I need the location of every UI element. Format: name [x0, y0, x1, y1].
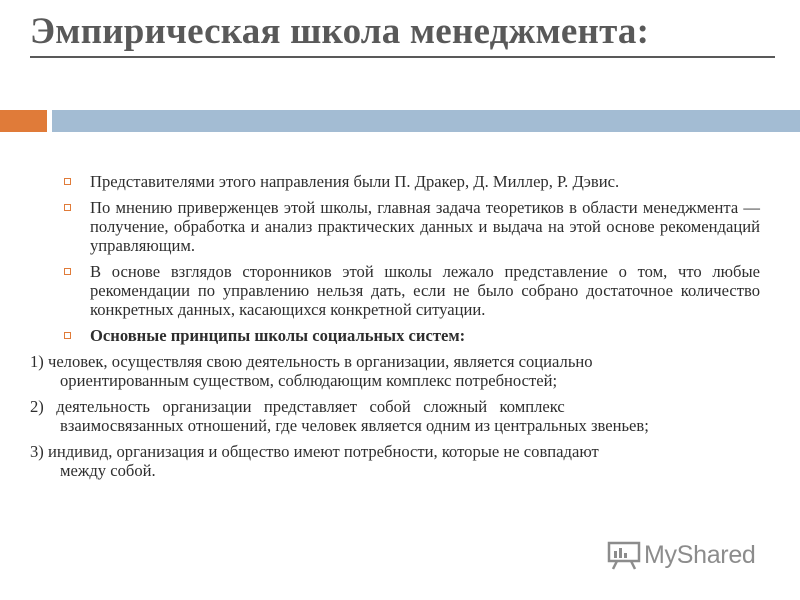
title-underline: [30, 56, 775, 58]
watermark-text: MyShared: [644, 540, 756, 569]
myshared-watermark: [607, 540, 756, 570]
numbered-item-continuation: между собой.: [60, 461, 156, 480]
slide-content: [30, 172, 760, 487]
numbered-item-first-line: 2) деятельность организации представляет собой сложный комплекс: [30, 397, 565, 416]
accent-band-orange: [0, 110, 47, 132]
bullet-item: [60, 172, 760, 191]
numbered-item-first-line: 3) индивид, организация и общество имеют потребности, которые не совпадают: [30, 442, 599, 461]
bullet-text: В основе взглядов сторонников этой школы лежало представление о том, что любые рекомендации по управлению нельзя дать, если не было собрано достаточное количество конкретных данных, касающихся конкретной ситуации.: [90, 262, 760, 319]
numbered-item: [30, 442, 760, 480]
bullet-item-heading: [60, 326, 760, 345]
bullet-text: Представителями этого направления были П. Дракер, Д. Миллер, Р. Дэвис.: [90, 172, 620, 191]
numbered-item-continuation: ориентированным существом, соблюдающим комплекс потребностей;: [60, 371, 558, 390]
square-bullet-icon: [64, 332, 71, 339]
presentation-board-icon: [607, 540, 641, 570]
slide-title: Эмпирическая школа менеджмента:: [30, 11, 650, 52]
bullet-item: [60, 262, 760, 319]
numbered-item-continuation: взаимосвязанных отношений, где человек является одним из центральных звеньев;: [60, 416, 649, 435]
numbered-item: [30, 352, 760, 390]
square-bullet-icon: [64, 268, 71, 275]
square-bullet-icon: [64, 204, 71, 211]
numbered-item: [30, 397, 760, 435]
numbered-item-first-line: 1) человек, осуществляя свою деятельность в организации, является социально: [30, 352, 593, 371]
accent-band-blue: [52, 110, 800, 132]
bullet-item: [60, 198, 760, 255]
bullet-text: Основные принципы школы социальных систем:: [90, 326, 466, 345]
square-bullet-icon: [64, 178, 71, 185]
bullet-text: По мнению приверженцев этой школы, главная задача теоретиков в области менеджмента — получение, обработка и анализ практических данных и выдача на этой основе рекомендаций управляющим.: [90, 198, 760, 255]
